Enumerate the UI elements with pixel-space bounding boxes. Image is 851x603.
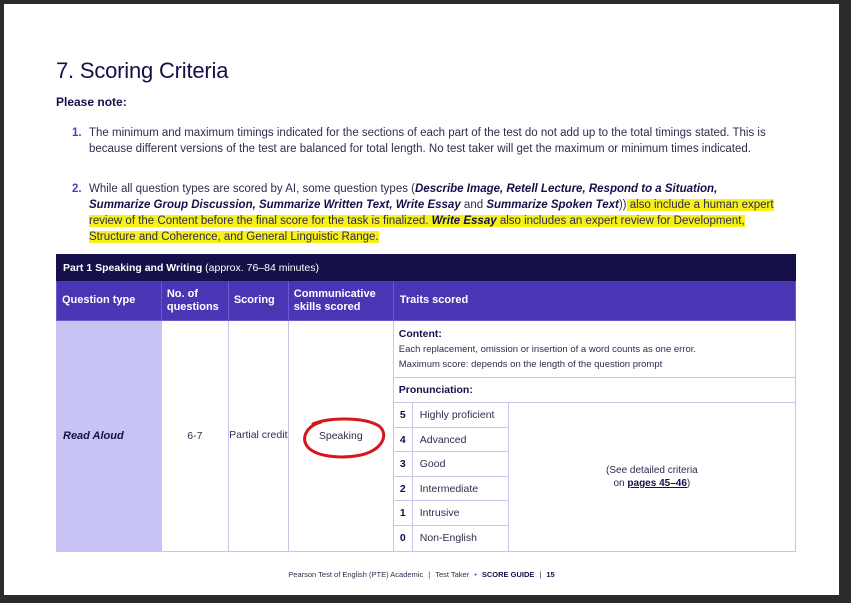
question-type-name: Summarize Spoken Text [486,199,619,211]
table-row [57,321,796,552]
scale-desc: Good [419,458,446,471]
note-text: The minimum and maximum timings indicated for the sections of each part of the test do not add up to the total timings stated. This is because different versions of the test are balanced for total length. No test taker will get the maximum or minimum times indicated. [89,127,766,155]
scale-desc: Advanced [419,433,467,446]
page-footer [4,570,839,579]
content-label: Content: [398,328,442,340]
table-section-header [57,255,796,281]
scale-desc: Intrusive [419,507,460,520]
scale-desc: Non-English [419,531,477,544]
skill-label: Speaking [318,429,363,442]
scale-score: 0 [394,526,413,551]
scale-row [394,428,508,453]
criteria-text: (See detailed criteria [606,464,698,476]
scale-list [394,403,509,551]
pronunciation-label: Pronunciation: [394,378,795,403]
page-number: 15 [546,570,555,579]
circled-annotation [307,422,375,450]
header-no-questions: No. of questions [161,281,228,321]
footer-bullet: • [474,570,477,579]
pronunciation-scale [394,403,795,551]
note-text [89,181,780,245]
no-questions-cell: 6-7 [161,321,228,552]
note-text-part: and [460,199,487,211]
footer-separator: | [428,570,431,579]
scale-score: 3 [394,452,413,476]
footer-separator: | [539,570,542,579]
section-title [57,255,796,281]
content-desc-2: Maximum score: depends on the length of the question prompt [398,359,663,370]
note-item-1 [72,125,780,157]
scale-row [394,452,508,477]
scale-row [394,477,508,502]
scale-row [394,403,508,428]
skills-cell [288,321,393,552]
scale-row [394,501,508,526]
section-title-duration: (approx. 76–84 minutes) [202,261,319,274]
question-type-cell: Read Aloud [57,321,162,552]
note-number: 2. [72,183,82,195]
scale-score: 2 [394,477,413,501]
criteria-text: ) [686,477,691,489]
footer-audience: Test Taker [435,570,470,579]
header-skills: Communicative skills scored [288,281,393,321]
criteria-reference [509,403,795,551]
pages-link[interactable]: pages 45–46 [627,477,687,489]
scale-score: 1 [394,501,413,525]
scale-row [394,526,508,551]
scoring-cell: Partial credit [228,321,288,552]
document-page [4,4,839,595]
header-traits: Traits scored [393,281,795,321]
note-item-2 [72,181,780,245]
table-column-headers [57,281,796,321]
traits-cell [393,321,795,552]
scale-desc: Highly proficient [419,409,495,421]
note-number: 1. [72,127,82,139]
header-scoring: Scoring [228,281,288,321]
highlighted-text: also includes an expert review for Development, Structure and Coherence, and General Linguistic Range. [89,215,745,243]
page-heading: 7. Scoring Criteria [56,58,229,83]
footer-title: Pearson Test of English (PTE) Academic [288,570,424,579]
note-label: Please note: [56,95,127,109]
scoring-table [56,254,796,552]
question-type-list: Describe Image, Retell Lecture, Respond to a Situation, Summarize Group Discussion, Summarize Written Text, Write Essay [89,183,718,211]
header-question-type: Question type [57,281,162,321]
section-title-bold: Part 1 Speaking and Writing [63,261,203,274]
highlighted-text: also include a human expert review of the Content before the final score for the task is finalized. [89,199,774,227]
note-text-part: While all question types are scored by AI, some question types ( [89,183,415,195]
note-text-part: )) [618,199,627,211]
criteria-text: on [613,477,628,489]
scale-score: 5 [394,403,413,427]
footer-guide: SCORE GUIDE [481,570,535,579]
scale-score: 4 [394,428,413,452]
content-desc-1: Each replacement, omission or insertion of a word counts as one error. [398,344,697,355]
question-type-name: Write Essay [431,215,497,227]
content-trait [394,321,795,378]
scale-desc: Intermediate [419,482,479,495]
